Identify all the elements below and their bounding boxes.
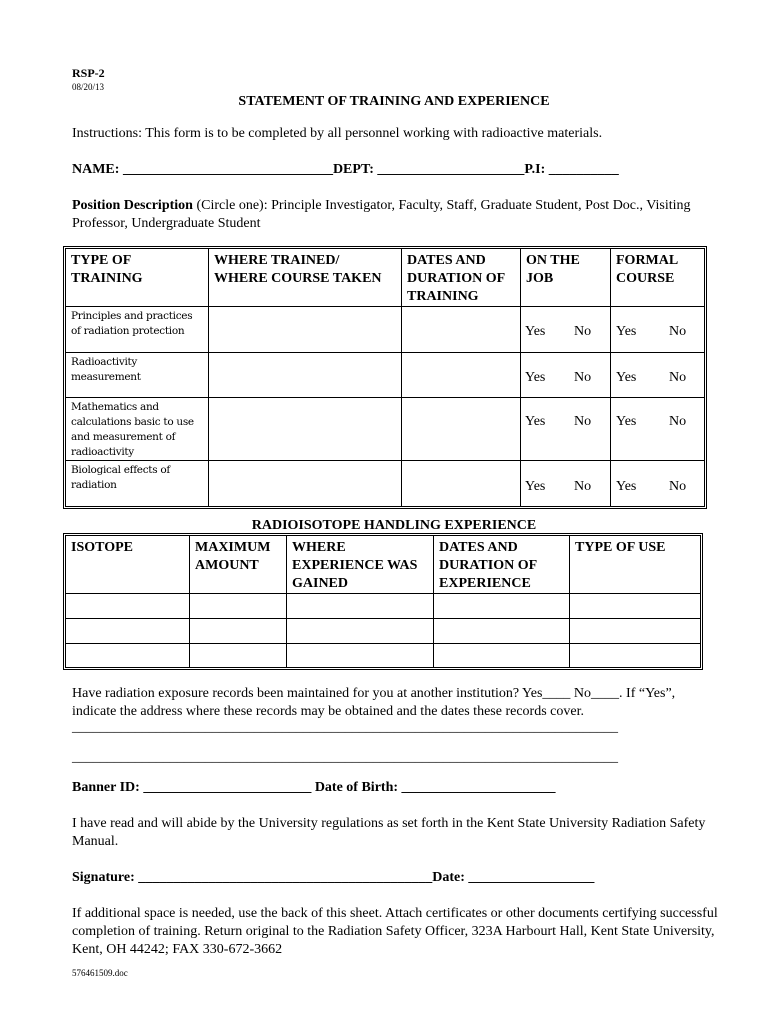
header-dates-duration: DATES AND DURATION OF TRAINING xyxy=(402,249,521,307)
max-amount-cell[interactable] xyxy=(190,594,287,619)
records-line-2[interactable]: ______________________________________________________________________________ xyxy=(72,750,618,765)
row-label: Mathematics and calculations basic to use and measurement of radioactivity xyxy=(66,398,209,461)
on-job-no[interactable]: No xyxy=(574,479,592,494)
header-maximum-amount: MAXIMUM AMOUNT xyxy=(190,536,287,594)
isotope-table xyxy=(63,533,703,670)
isotope-cell[interactable] xyxy=(66,619,190,644)
form-date: 08/20/13 xyxy=(72,82,105,92)
where-cell[interactable] xyxy=(287,619,434,644)
header-dates-experience: DATES AND DURATION OF EXPERIENCE xyxy=(434,536,570,594)
name-field[interactable]: ______________________________ xyxy=(122,162,333,177)
footer-doc-code: 576461509.doc xyxy=(72,968,128,978)
dates-cell[interactable] xyxy=(402,461,521,506)
type-cell[interactable] xyxy=(570,644,700,667)
max-amount-cell[interactable] xyxy=(190,644,287,667)
instructions-text: Instructions: This form is to be completed by all personnel working with radioactive materials. xyxy=(72,126,603,141)
position-label: Position Description xyxy=(72,198,193,213)
on-job-no[interactable]: No xyxy=(574,324,592,339)
where-cell[interactable] xyxy=(287,644,434,667)
additional-info: If additional space is needed, use the back of this sheet. Attach certificates or other documents certifying successful completion of training. Return original to the Radiation Safety Officer, 323A Harbourt Hall, Kent State University, Kent, OH 44242; FAX 330-672-3662 xyxy=(72,906,718,957)
position-options: (Circle one): Principle Investigator, Faculty, Staff, Graduate Student, Post Doc., Visiting Professor, Undergraduate Student xyxy=(72,198,691,231)
agreement-text: I have read and will abide by the University regulations as set forth in the Kent State University Radiation Safety Manual. xyxy=(72,816,706,849)
formal-yes[interactable]: Yes xyxy=(616,370,637,385)
where-cell[interactable] xyxy=(287,594,434,619)
signature-date-label: Date: xyxy=(432,870,465,885)
signature-label: Signature: xyxy=(72,870,135,885)
table-row xyxy=(66,619,700,644)
dates-cell[interactable] xyxy=(434,644,570,667)
pi-label: P.I: xyxy=(524,162,546,177)
formal-no[interactable]: No xyxy=(669,479,687,494)
name-dept-pi-line xyxy=(72,161,619,179)
dept-label: DEPT: xyxy=(332,162,374,177)
banner-dob-line xyxy=(72,779,556,797)
name-label: NAME: xyxy=(72,162,120,177)
signature-field[interactable]: __________________________________________ xyxy=(138,870,433,885)
header-where-experience: WHERE EXPERIENCE WAS GAINED xyxy=(287,536,434,594)
type-cell[interactable] xyxy=(570,594,700,619)
table-row xyxy=(66,398,704,461)
table-row xyxy=(66,307,704,353)
dates-cell[interactable] xyxy=(434,619,570,644)
formal-cell xyxy=(611,461,704,506)
formal-yes[interactable]: Yes xyxy=(616,414,637,429)
where-cell[interactable] xyxy=(209,398,402,461)
formal-no[interactable]: No xyxy=(669,370,687,385)
on-job-no[interactable]: No xyxy=(574,370,592,385)
position-description[interactable] xyxy=(72,197,712,233)
on-job-yes[interactable]: Yes xyxy=(525,414,546,429)
formal-cell xyxy=(611,398,704,461)
formal-cell xyxy=(611,353,704,398)
signature-line xyxy=(72,869,594,887)
form-id: RSP-2 xyxy=(72,66,105,80)
banner-id-label: Banner ID: xyxy=(72,780,140,795)
dates-cell[interactable] xyxy=(402,353,521,398)
header-isotope: ISOTOPE xyxy=(66,536,190,594)
on-job-no[interactable]: No xyxy=(574,414,592,429)
table-row xyxy=(66,594,700,619)
table-row xyxy=(66,353,704,398)
on-job-cell xyxy=(521,398,611,461)
formal-yes[interactable]: Yes xyxy=(616,479,637,494)
dob-label: Date of Birth: xyxy=(314,780,399,795)
header-on-the-job: ON THE JOB xyxy=(521,249,611,307)
type-cell[interactable] xyxy=(570,619,700,644)
on-job-yes[interactable]: Yes xyxy=(525,324,546,339)
isotope-cell[interactable] xyxy=(66,644,190,667)
formal-cell xyxy=(611,307,704,353)
on-job-yes[interactable]: Yes xyxy=(525,370,546,385)
dob-field[interactable]: ______________________ xyxy=(401,780,556,795)
dates-cell[interactable] xyxy=(434,594,570,619)
row-label: Principles and practices of radiation protection xyxy=(66,307,209,353)
isotope-section-title: RADIOISOTOPE HANDLING EXPERIENCE xyxy=(251,518,537,533)
formal-yes[interactable]: Yes xyxy=(616,324,637,339)
banner-id-field[interactable]: ________________________ xyxy=(143,780,312,795)
signature-date-field[interactable]: __________________ xyxy=(468,870,595,885)
where-cell[interactable] xyxy=(209,307,402,353)
formal-no[interactable]: No xyxy=(669,324,687,339)
on-job-cell xyxy=(521,353,611,398)
dept-field[interactable]: _____________________ xyxy=(377,162,525,177)
table-row xyxy=(66,644,700,667)
dates-cell[interactable] xyxy=(402,398,521,461)
pi-field[interactable]: __________ xyxy=(548,162,619,177)
formal-no[interactable]: No xyxy=(669,414,687,429)
header-type-of-training: TYPE OF TRAINING xyxy=(66,249,209,307)
header-type-of-use: TYPE OF USE xyxy=(570,536,700,594)
isotope-cell[interactable] xyxy=(66,594,190,619)
header-where-trained: WHERE TRAINED/ WHERE COURSE TAKEN xyxy=(209,249,402,307)
on-job-cell xyxy=(521,461,611,506)
max-amount-cell[interactable] xyxy=(190,619,287,644)
training-table xyxy=(63,246,707,509)
where-cell[interactable] xyxy=(209,461,402,506)
on-job-yes[interactable]: Yes xyxy=(525,479,546,494)
records-question: Have radiation exposure records been maintained for you at another institution? Yes____ No____. If “Yes”, indicate the address where these records may be obtained and the dates these records cover. xyxy=(72,686,676,719)
row-label: Biological effects of radiation xyxy=(66,461,209,506)
table-row xyxy=(66,461,704,506)
dates-cell[interactable] xyxy=(402,307,521,353)
form-title: STATEMENT OF TRAINING AND EXPERIENCE xyxy=(238,94,550,109)
header-formal-course: FORMAL COURSE xyxy=(611,249,704,307)
on-job-cell xyxy=(521,307,611,353)
where-cell[interactable] xyxy=(209,353,402,398)
records-line-1[interactable]: ______________________________________________________________________________ xyxy=(72,720,618,735)
row-label: Radioactivity measurement xyxy=(66,353,209,398)
